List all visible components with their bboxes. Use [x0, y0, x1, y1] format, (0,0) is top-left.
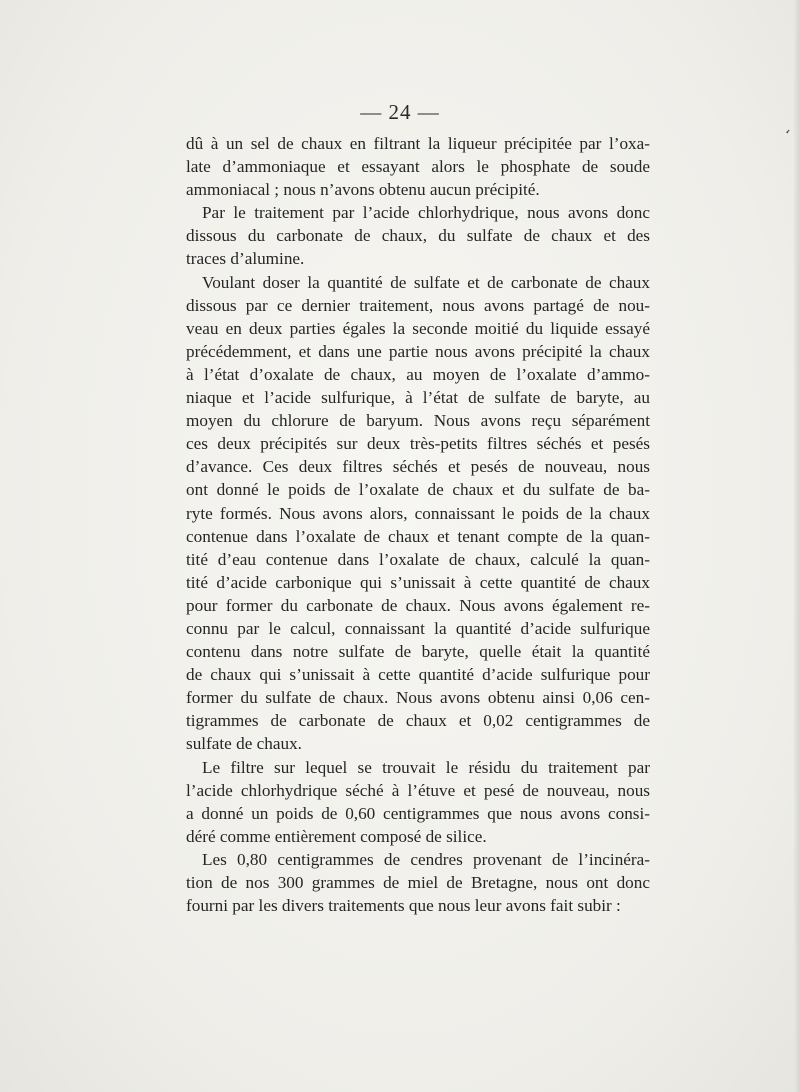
page-edge — [794, 0, 800, 1092]
text-line: ces deux précipités sur deux très-petits filtres séchés et pesés — [186, 434, 650, 454]
text-line: à l’état d’oxalate de chaux, au moyen de l’oxalate d’ammo- — [186, 364, 650, 384]
text-line: fourni par les divers traitements que nous leur avons fait subir : — [186, 896, 621, 916]
text-line: ont donné le poids de l’oxalate de chaux et du sulfate de ba- — [186, 480, 650, 500]
text-line: contenue dans l’oxalate de chaux et tenant compte de la quan- — [186, 526, 650, 546]
text-line: de chaux qui s’unissait à cette quantité d’acide sulfurique pour — [186, 665, 650, 685]
paragraph — [186, 132, 650, 201]
text-line: ammoniacal ; nous n’avons obtenu aucun précipité. — [186, 180, 540, 200]
margin-mark: ‘ — [780, 125, 793, 146]
text-line: tité d’acide carbonique qui s’unissait à cette quantité de chaux — [186, 572, 650, 592]
text-line: ryte formés. Nous avons alors, connaissant le poids de la chaux — [186, 503, 650, 523]
text-line: former du sulfate de chaux. Nous avons obtenu ainsi 0,06 cen- — [186, 688, 650, 708]
paragraph — [186, 848, 650, 917]
text-line: traces d’alumine. — [186, 249, 305, 269]
text-line: connu par le calcul, connaissant la quantité d’acide sulfurique — [186, 618, 650, 638]
text-line: Voulant doser la quantité de sulfate et de carbonate de chaux — [202, 272, 650, 292]
text-line: sulfate de chaux. — [186, 734, 302, 754]
text-line: dissous par ce dernier traitement, nous avons partagé de nou- — [186, 295, 650, 315]
text-line: pour former du carbonate de chaux. Nous avons également re- — [186, 595, 650, 615]
paragraph — [186, 201, 650, 270]
paragraph — [186, 271, 650, 756]
text-line: late d’ammoniaque et essayant alors le phosphate de soude — [186, 157, 650, 177]
text-line: déré comme entièrement composé de silice. — [186, 826, 487, 846]
text-line: dissous du carbonate de chaux, du sulfate de chaux et des — [186, 226, 650, 246]
page-number: — 24 — — [360, 100, 440, 124]
text-line: tité d’eau contenue dans l’oxalate de chaux, calculé la quan- — [186, 549, 650, 569]
text-line: tion de nos 300 grammes de miel de Bretagne, nous ont donc — [186, 873, 650, 892]
text-line: Les 0,80 centigrammes de cendres provenant de l’incinéra- — [202, 849, 650, 869]
text-line: dû à un sel de chaux en filtrant la liqueur précipitée par l’oxa- — [186, 134, 650, 153]
text-line: d’avance. Ces deux filtres séchés et pesés de nouveau, nous — [186, 457, 650, 477]
text-line: l’acide chlorhydrique séché à l’étuve et pesé de nouveau, nous — [186, 780, 650, 800]
text-line: précédemment, et dans une partie nous avons précipité la chaux — [186, 341, 650, 361]
text-line: a donné un poids de 0,60 centigrammes que nous avons consi- — [186, 803, 650, 823]
text-line: niaque et l’acide sulfurique, à l’état de sulfate de baryte, au — [186, 388, 650, 408]
text-line: Le filtre sur lequel se trouvait le résidu du traitement par — [202, 757, 650, 777]
text-line: veau en deux parties égales la seconde moitié du liquide essayé — [186, 318, 650, 338]
text-body — [186, 132, 650, 917]
text-line: Par le traitement par l’acide chlorhydrique, nous avons donc — [202, 203, 650, 223]
text-line: tigrammes de carbonate de chaux et 0,02 centigrammes de — [186, 711, 650, 731]
paragraph — [186, 756, 650, 848]
text-line: contenu dans notre sulfate de baryte, quelle était la quantité — [186, 642, 650, 662]
text-line: moyen du chlorure de baryum. Nous avons reçu séparément — [186, 411, 650, 431]
